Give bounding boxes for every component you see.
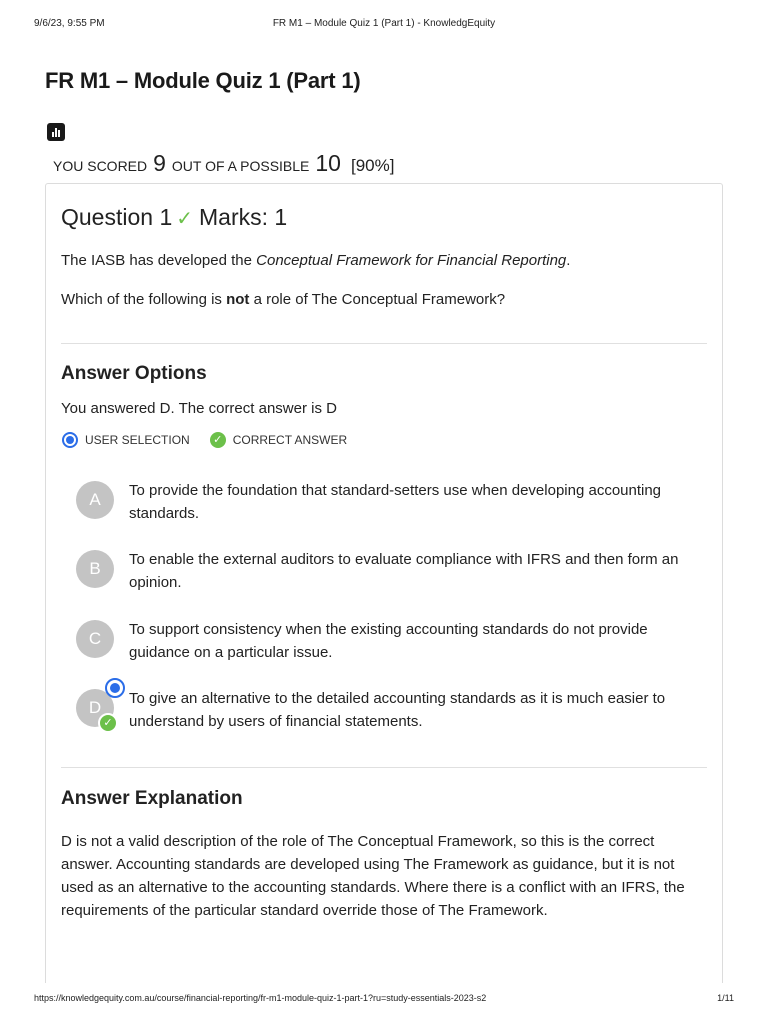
- legend-correct-answer: ✓ CORRECT ANSWER: [210, 432, 347, 448]
- framework-title: Conceptual Framework for Financial Reporting: [256, 252, 567, 269]
- option-text: To enable the external auditors to evaluate compliance with IFRS and then form an opinion.: [129, 551, 679, 591]
- you-scored-label: YOU SCORED: [53, 158, 148, 174]
- legend-user-selection: USER SELECTION: [62, 432, 190, 448]
- option-text: To provide the foundation that standard-setters use when developing accounting standards.: [129, 482, 662, 522]
- print-title: FR M1 – Module Quiz 1 (Part 1) - KnowledgEquity: [272, 18, 496, 29]
- option-text: To support consistency when the existing accounting standards do not provide guidance on a particular issue.: [129, 621, 648, 661]
- answer-options-title: Answer Options: [61, 363, 207, 384]
- question-title: Question 1: [61, 204, 173, 230]
- print-date: 9/6/23, 9:55 PM: [34, 18, 105, 29]
- answered-text: You answered D. The correct answer is D: [61, 400, 337, 417]
- divider: [61, 767, 707, 768]
- answer-explanation-title: Answer Explanation: [61, 788, 243, 809]
- score-value: 9: [153, 150, 166, 176]
- check-icon: ✓: [176, 208, 194, 230]
- print-header: [34, 18, 734, 32]
- question-card: [45, 183, 723, 983]
- option-letter: D: [76, 689, 114, 727]
- divider: [61, 343, 707, 344]
- answer-legend: [62, 432, 367, 448]
- option-text: To give an alternative to the detailed accounting standards as it is much easier to understand by users of financial statements.: [129, 690, 666, 730]
- answer-explanation-text: D is not a valid description of the role of The Conceptual Framework, so this is the correct answer. Accounting standards are developed using The Framework as guidance, but it is not used as an alternative to the accounting standards. Where there is a conflict with an IFRS, the requirements of the particular standard override those of The Framework.: [61, 833, 685, 919]
- print-url: https://knowledgequity.com.au/course/financial-reporting/fr-m1-module-quiz-1-part-1?ru=study-essentials-2023-s2: [34, 993, 487, 1003]
- option-letter: B: [76, 550, 114, 588]
- radio-selected-icon: [62, 432, 78, 448]
- option-letter: C: [76, 620, 114, 658]
- check-circle-icon: ✓: [210, 432, 226, 448]
- option-letter: A: [76, 481, 114, 519]
- page-title: FR M1 – Module Quiz 1 (Part 1): [45, 68, 361, 93]
- question-prompt: Which of the following is not a role of The Conceptual Framework?: [61, 291, 506, 308]
- user-selection-icon: [105, 678, 125, 698]
- question-marks: Marks: 1: [199, 204, 288, 230]
- out-of-label: OUT OF A POSSIBLE: [171, 158, 310, 174]
- not-emphasis: not: [226, 291, 250, 308]
- correct-answer-icon: ✓: [98, 713, 118, 733]
- question-header: [61, 204, 287, 231]
- score-percent: [90%]: [350, 156, 395, 175]
- score-possible: 10: [315, 150, 341, 176]
- question-intro: The IASB has developed the Conceptual Framework for Financial Reporting.: [61, 252, 571, 269]
- print-page-number: 1/11: [717, 993, 734, 1003]
- bar-chart-icon[interactable]: [47, 123, 65, 141]
- score-summary: [53, 150, 394, 177]
